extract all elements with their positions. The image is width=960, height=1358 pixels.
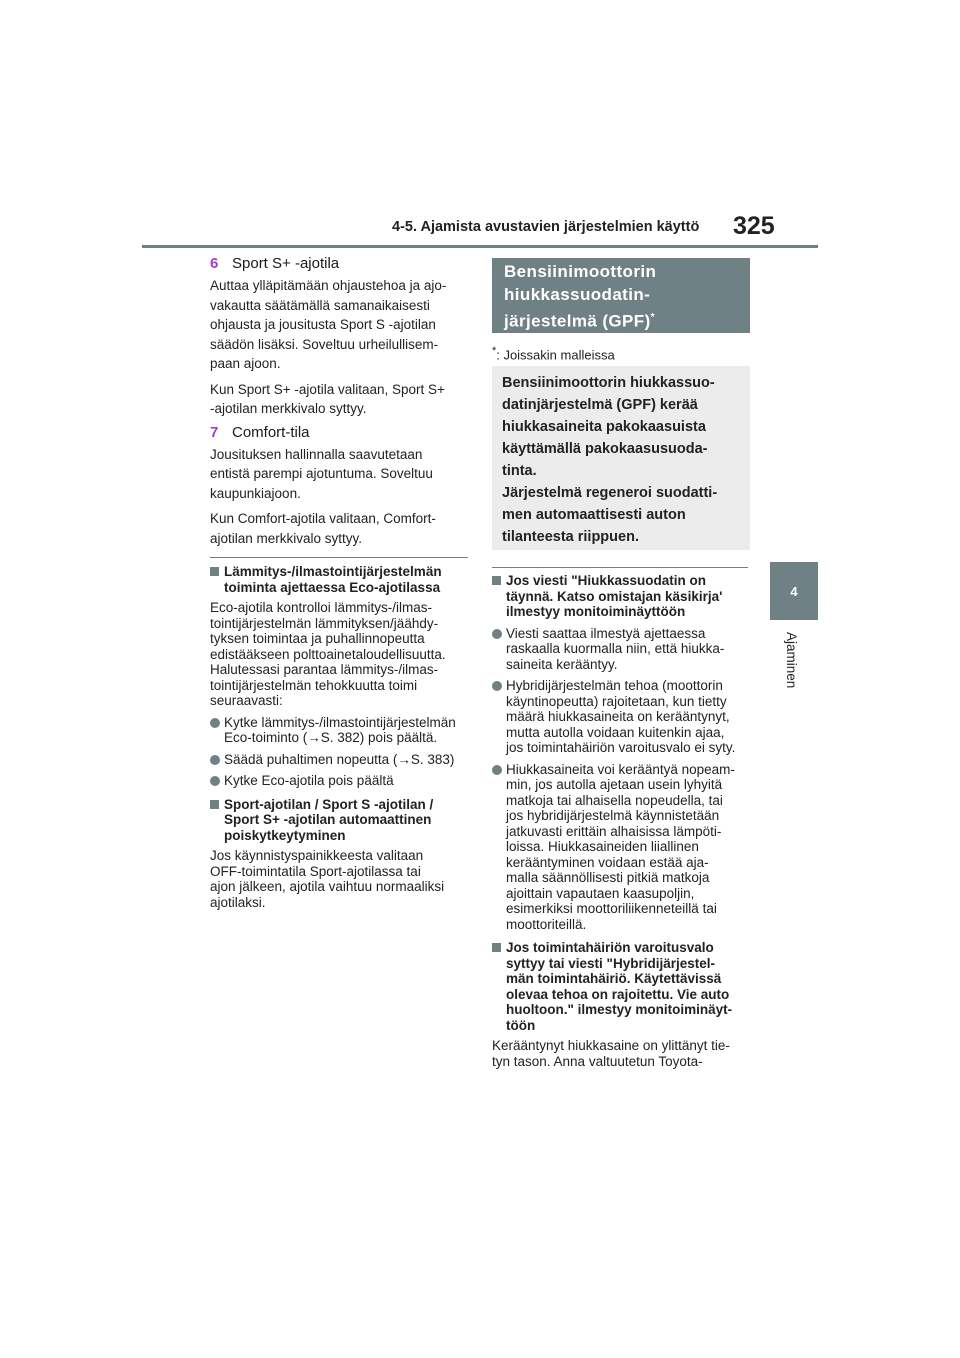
text-line: raskaalla kuormalla niin, että hiukka- — [506, 641, 725, 656]
step-7-note — [210, 509, 475, 548]
chapter-label: Ajaminen — [784, 632, 799, 689]
text-line: loissa. Hiukkasaineiden liiallinen — [506, 839, 699, 854]
eco-section-title — [210, 564, 475, 595]
text-line: Eco-toiminto (→S. 382) pois päältä. — [224, 730, 438, 745]
text-line: poiskytkeytyminen — [224, 827, 346, 843]
text-line: mutta autolla voidaan kuitenkin ajaa, — [506, 724, 725, 740]
summary-line: men automaattisesti auton — [502, 507, 686, 523]
step-6-number: 6 — [210, 255, 219, 272]
gpf-heading-line: Bensiinimoottorin — [504, 262, 657, 281]
list-item — [210, 773, 475, 789]
page-number: 325 — [733, 212, 775, 240]
text-line: syttyy tai viesti "Hybridijärjestel- — [506, 955, 715, 971]
text-line: Jos käynnistyspainikkeesta valitaan — [210, 848, 424, 863]
gpf-heading-line — [504, 306, 738, 333]
sport-section-title — [210, 797, 475, 844]
text-line: edistääkseen polttoainetaloudellisuutta. — [210, 646, 446, 662]
footnote-text: : Joissakin malleissa — [496, 347, 615, 363]
text-line: töön — [506, 1017, 536, 1033]
footnote-asterisk: * — [492, 345, 497, 357]
warning-section-body — [492, 1038, 754, 1069]
text-line: malla säännöllisesti pitkiä matkoja — [506, 870, 710, 885]
text-line: entistä parempi ajotuntuma. Soveltuu — [210, 466, 433, 481]
step-7-title: Comfort-tila — [232, 423, 310, 441]
step-6-note — [210, 380, 475, 419]
summary-line: käyttämällä pakokaasusuoda- — [502, 441, 708, 457]
text-line: -ajotilan merkkivalo syttyy. — [210, 401, 367, 416]
text-line: paan ajoon. — [210, 356, 281, 371]
step-7-number: 7 — [210, 423, 219, 441]
step-6-title: Sport S+ -ajotila — [232, 255, 340, 272]
text-line: seuraavasti: — [210, 693, 283, 708]
list-item — [492, 626, 754, 673]
square-bullet-icon — [492, 576, 501, 585]
text-line: Kytke Eco-ajotila pois päältä — [224, 773, 394, 788]
gpf-heading-line: hiukkassuodatin- — [504, 285, 651, 304]
list-item — [210, 715, 475, 746]
text-line: matkoja tai alhaisella nopeudella, tai — [506, 792, 723, 808]
text-line: ajotilaksi. — [210, 894, 266, 910]
list-item — [492, 678, 754, 756]
step-6-heading — [210, 255, 475, 273]
step-7-body — [210, 445, 475, 504]
square-bullet-icon — [210, 800, 219, 809]
text-line: Säädä puhaltimen nopeutta (→S. 383) — [224, 751, 455, 767]
text-line: jos hybridijärjestelmä käynnistetään — [506, 808, 720, 823]
gpf-heading-asterisk: * — [650, 312, 655, 323]
text-line: tyksen toimintaa ja puhallinnopeutta — [210, 631, 425, 646]
summary-line: hiukkasaineita pakokaasuista — [502, 419, 706, 435]
section-divider — [492, 567, 748, 568]
text-line: ohjausta ja jousitusta Sport S -ajotilan — [210, 317, 436, 332]
summary-line: tilanteesta riippuen. — [502, 529, 639, 545]
list-item — [210, 752, 475, 768]
sport-section-body — [210, 848, 475, 910]
text-line: ajoittain vapautaen kaasupoljin, — [506, 885, 695, 901]
text-line: moottoriteillä. — [506, 916, 587, 932]
eco-section-body — [210, 600, 475, 709]
square-bullet-icon — [210, 567, 219, 576]
gpf-heading-text: järjestelmä (GPF) — [504, 311, 651, 331]
text-line: toiminta ajettaessa Eco-ajotilassa — [224, 579, 441, 595]
warning-section-title — [492, 940, 754, 1033]
header-rule — [142, 245, 818, 248]
text-line: olevaa tehoa on rajoitettu. Vie auto — [506, 986, 730, 1002]
text-line: Kun Sport S+ -ajotila valitaan, Sport S+ — [210, 381, 445, 397]
summary-line: tinta. — [502, 463, 537, 479]
text-line: OFF-toimintatila Sport-ajotilassa tai — [210, 863, 421, 879]
text-line: jos toimintahäiriön varoitusvalo ei syty. — [506, 740, 736, 755]
section-divider — [210, 557, 468, 558]
text-line: Eco-ajotila kontrolloi lämmitys-/ilmas- — [210, 600, 433, 615]
text-line: män toimintahäiriö. Käytettävissä — [506, 971, 722, 986]
text-line: jatkuvasti erittäin alhaisissa lämpöti- — [506, 823, 722, 839]
text-line: vakautta säätämällä samanaikaisesti — [210, 297, 430, 313]
right-column-notes — [492, 573, 754, 1069]
text-line: määrä hiukkasaineita on kerääntynyt, — [506, 709, 730, 724]
text-line: Jos toimintahäiriön varoitusvalo — [506, 940, 714, 955]
text-line: tointijärjestelmän tehokkuutta toimi — [210, 677, 418, 693]
text-line: säädön lisäksi. Soveltuu urheilullisem- — [210, 336, 439, 352]
chapter-number: 4 — [790, 583, 798, 599]
text-line: Viesti saattaa ilmestyä ajettaessa — [506, 625, 706, 641]
text-line: tointijärjestelmän lämmityksen/jäähdy- — [210, 615, 439, 631]
bullet-icon — [492, 681, 502, 691]
text-line: täynnä. Katso omistajan käsikirja' — [506, 588, 723, 604]
text-line: Halutessasi parantaa lämmitys-/ilmas- — [210, 662, 439, 677]
summary-line: Järjestelmä regeneroi suodatti- — [502, 485, 718, 501]
bullet-icon — [210, 718, 220, 728]
message-section-title — [492, 573, 754, 620]
gpf-heading-box — [492, 258, 750, 333]
left-column — [210, 255, 475, 548]
text-line: käyntinopeutta) rajoitetaan, kun tietty — [506, 693, 727, 709]
text-line: Jos viesti "Hiukkassuodatin on — [506, 573, 706, 588]
list-item — [492, 762, 754, 933]
section-title: 4-5. Ajamista avustavien järjestelmien käyttö — [392, 219, 700, 235]
text-line: saineita kerääntyy. — [506, 656, 618, 672]
text-line: esimerkiksi moottoriliikenneteillä tai — [506, 901, 717, 916]
text-line: tyn tason. Anna valtuutetun Toyota- — [492, 1053, 703, 1069]
text-line: Lämmitys-/ilmastointijärjestelmän — [224, 564, 442, 579]
chapter-tab — [770, 562, 818, 620]
summary-box — [492, 366, 750, 550]
text-line: Sport-ajotilan / Sport S -ajotilan / — [224, 796, 434, 812]
text-line: Auttaa ylläpitämään ohjaustehoa ja ajo- — [210, 278, 447, 293]
text-line: Jousituksen hallinnalla saavutetaan — [210, 446, 423, 462]
text-line: kaupunkiajoon. — [210, 485, 301, 501]
text-line: ilmestyy monitoiminäyttöön — [506, 604, 686, 619]
text-line: ajotilan merkkivalo syttyy. — [210, 530, 363, 546]
text-line: kerääntyminen voidaan estää aja- — [506, 854, 709, 870]
text-line: huoltoon." ilmestyy monitoiminäyt- — [506, 1002, 733, 1017]
step-7-heading — [210, 424, 475, 442]
summary-line: Bensiinimoottorin hiukkassuo- — [502, 375, 715, 391]
text-line: Kun Comfort-ajotila valitaan, Comfort- — [210, 511, 436, 526]
summary-line: datinjärjestelmä (GPF) kerää — [502, 397, 698, 413]
left-column-notes — [210, 564, 475, 910]
text-line: Hybridijärjestelmän tehoa (moottorin — [506, 678, 723, 693]
text-line: ajon jälkeen, ajotila vaihtuu normaaliksi — [210, 879, 445, 894]
bullet-icon — [210, 755, 220, 765]
text-line: min, jos autolla ajetaan usein lyhyitä — [506, 777, 723, 792]
text-line: Kytke lämmitys-/ilmastointijärjestelmän — [224, 714, 456, 730]
text-line: Sport S+ -ajotilan automaattinen — [224, 812, 432, 827]
bullet-icon — [210, 776, 220, 786]
text-line: Kerääntynyt hiukkasaine on ylittänyt tie- — [492, 1038, 730, 1053]
footnote — [492, 345, 615, 362]
text-line: Hiukkasaineita voi kerääntyä nopeam- — [506, 761, 735, 777]
bullet-icon — [492, 629, 502, 639]
step-6-body — [210, 276, 475, 374]
bullet-icon — [492, 765, 502, 775]
square-bullet-icon — [492, 943, 501, 952]
